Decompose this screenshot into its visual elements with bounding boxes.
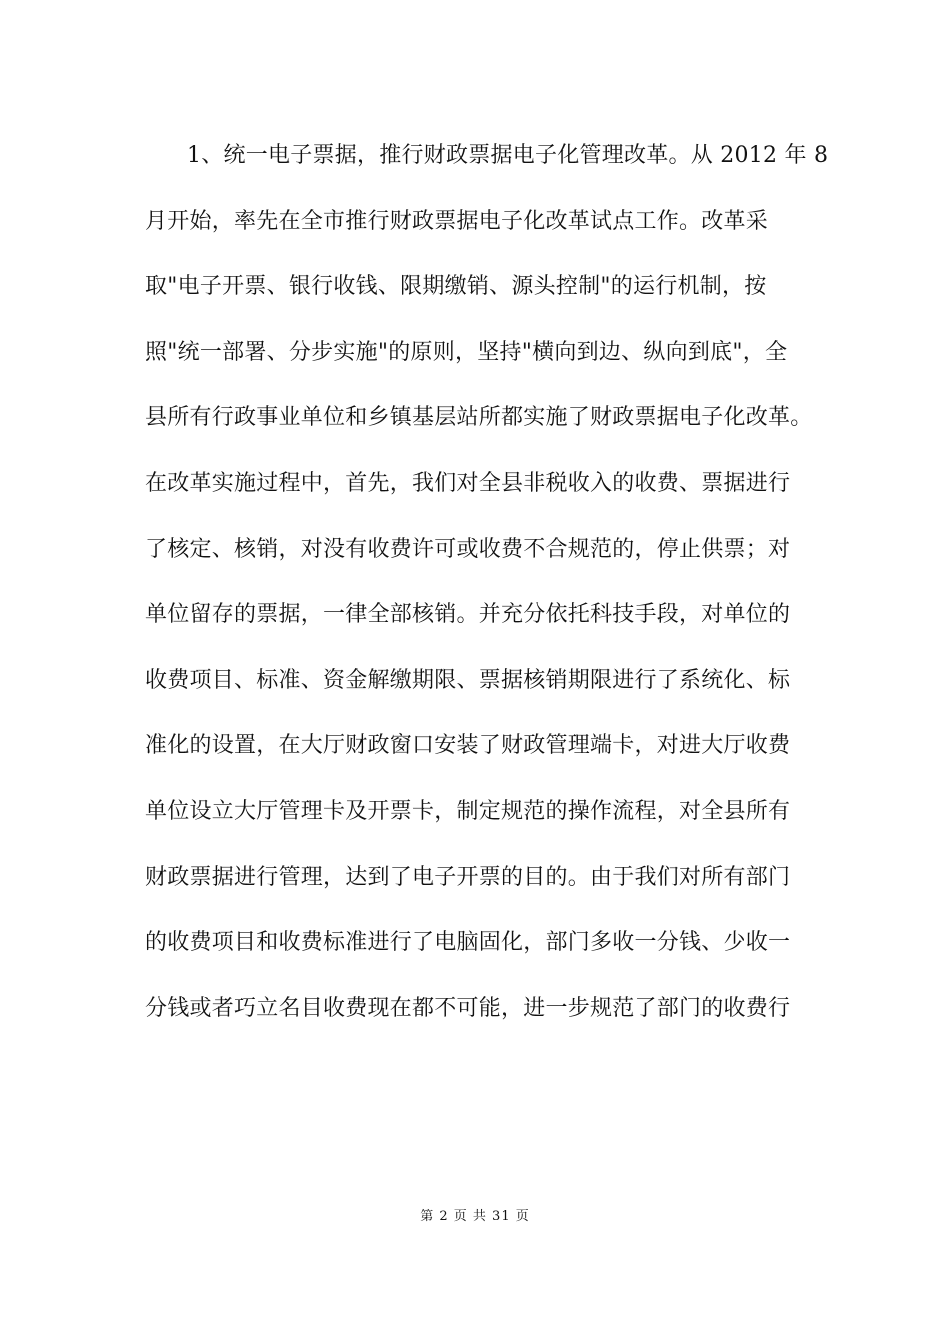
- text-line: 单位留存的票据，一律全部核销。并充分依托科技手段，对单位的: [145, 602, 791, 628]
- text-line: 财政票据进行管理，达到了电子开票的目的。由于我们对所有部门: [145, 864, 791, 890]
- body-text: [145, 132, 829, 1050]
- text-line: 收费项目、标准、资金解缴期限、票据核销期限进行了系统化、标: [145, 667, 791, 693]
- text-line: 在改革实施过程中，首先，我们对全县非税收入的收费、票据进行: [145, 470, 791, 496]
- text-line: 分钱或者巧立名目收费现在都不可能，进一步规范了部门的收费行: [145, 995, 791, 1021]
- text-line: 的收费项目和收费标准进行了电脑固化，部门多收一分钱、少收一: [145, 930, 791, 956]
- text-line: 照"统一部署、分步实施"的原则，坚持"横向到边、纵向到底"，全: [145, 339, 788, 365]
- text-line: 取"电子开票、银行收钱、限期缴销、源头控制"的运行机制，按: [145, 274, 767, 300]
- text-line: 单位设立大厅管理卡及开票卡，制定规范的操作流程，对全县所有: [145, 798, 791, 824]
- text-line: 1、统一电子票据，推行财政票据电子化管理改革。从 2012 年 8: [187, 143, 829, 168]
- text-line: 准化的设置，在大厅财政窗口安装了财政管理端卡，对进大厅收费: [145, 733, 791, 759]
- text-line: 县所有行政事业单位和乡镇基层站所都实施了财政票据电子化改革。: [145, 405, 813, 431]
- text-line: 月开始，率先在全市推行财政票据电子化改革试点工作。改革采: [145, 208, 769, 234]
- text-line: 了核定、核销，对没有收费许可或收费不合规范的，停止供票；对: [145, 536, 791, 562]
- page-number-footer: 第 2 页 共 31 页: [420, 1209, 530, 1224]
